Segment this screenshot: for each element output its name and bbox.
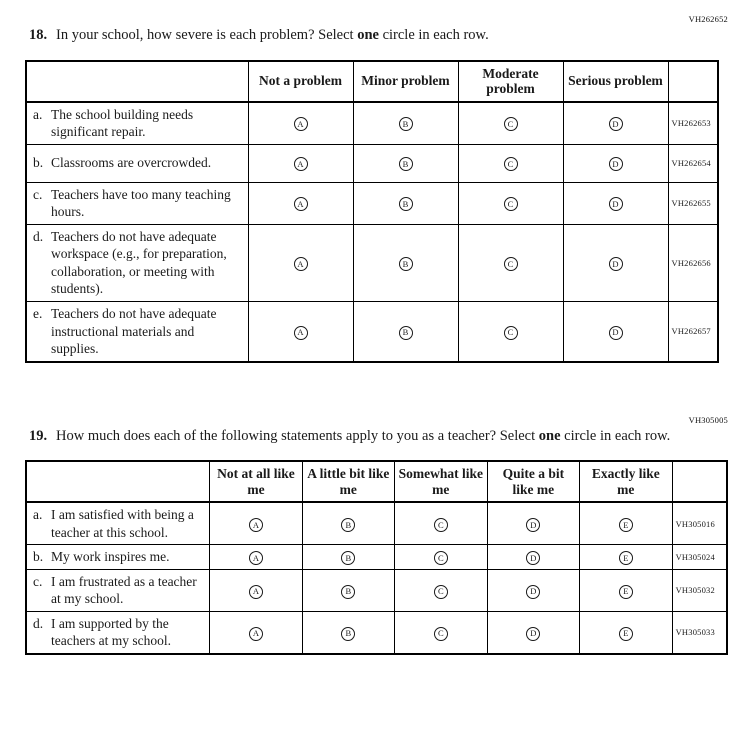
bubble-letter: D <box>612 159 619 170</box>
table-row <box>26 545 727 570</box>
answer-bubble[interactable] <box>399 157 413 171</box>
header-row <box>26 461 727 502</box>
bubble-letter: C <box>437 628 444 639</box>
question-prompt <box>29 26 728 46</box>
question-19 <box>25 415 728 655</box>
row-letter: d. <box>33 228 44 244</box>
row-text: The school building needs significant repair. <box>51 106 194 140</box>
answer-cell <box>302 611 394 654</box>
answer-cell <box>487 502 579 545</box>
row-text: Teachers have too many teaching hours. <box>51 186 231 220</box>
code-header-empty <box>672 461 727 502</box>
row-stem <box>26 569 210 611</box>
bubble-letter: A <box>297 199 304 210</box>
answer-cell <box>580 545 673 570</box>
row-code: VH305024 <box>672 545 727 570</box>
column-header: Moderate problem <box>458 61 563 102</box>
answer-cell <box>563 301 668 361</box>
bubble-letter: B <box>345 553 352 564</box>
column-header: Serious problem <box>563 61 668 102</box>
row-stem <box>26 182 248 224</box>
bubble-letter: A <box>252 519 260 530</box>
answer-bubble[interactable] <box>434 627 448 641</box>
answer-cell <box>302 545 394 570</box>
row-letter: c. <box>33 186 43 202</box>
answer-bubble[interactable] <box>294 197 308 211</box>
row-stem <box>26 102 248 145</box>
prompt-suffix: circle in each row. <box>560 427 671 444</box>
answer-bubble[interactable] <box>294 157 308 171</box>
bubble-letter: B <box>402 258 409 269</box>
answer-cell <box>210 569 302 611</box>
answer-cell <box>394 502 487 545</box>
row-text: I am supported by the teachers at my school. <box>51 615 171 649</box>
bubble-letter: C <box>437 519 444 530</box>
bubble-letter: D <box>530 519 537 530</box>
q18-table <box>25 60 719 363</box>
answer-cell <box>353 182 458 224</box>
answer-cell <box>394 569 487 611</box>
bubble-letter: C <box>507 258 514 269</box>
answer-bubble[interactable] <box>249 518 263 532</box>
answer-cell <box>353 102 458 145</box>
bubble-letter: D <box>612 199 619 210</box>
answer-cell <box>563 224 668 301</box>
answer-cell <box>353 301 458 361</box>
answer-cell <box>487 545 579 570</box>
answer-cell <box>248 301 353 361</box>
bubble-letter: B <box>345 586 352 597</box>
row-letter: a. <box>33 106 43 122</box>
answer-bubble[interactable] <box>504 197 518 211</box>
table-row <box>26 102 718 145</box>
answer-cell <box>563 182 668 224</box>
question-number: 19. <box>29 427 48 444</box>
bubble-letter: D <box>530 628 537 639</box>
row-code: VH262653 <box>668 102 718 145</box>
answer-bubble[interactable] <box>609 157 623 171</box>
column-header: Minor problem <box>353 61 458 102</box>
bubble-letter: C <box>437 586 444 597</box>
bubble-letter: B <box>402 199 409 210</box>
answer-bubble[interactable] <box>294 117 308 131</box>
row-letter: c. <box>33 573 43 589</box>
answer-cell <box>580 569 673 611</box>
bubble-letter: A <box>252 628 260 639</box>
bubble-letter: B <box>402 119 409 130</box>
table-row <box>26 224 718 301</box>
answer-bubble[interactable] <box>504 257 518 271</box>
row-text: My work inspires me. <box>51 549 170 565</box>
answer-cell <box>458 224 563 301</box>
bubble-letter: D <box>612 119 619 130</box>
answer-bubble[interactable] <box>619 551 633 565</box>
row-code: VH305033 <box>672 611 727 654</box>
row-stem <box>26 224 248 301</box>
code-header-empty <box>668 61 718 102</box>
bubble-letter: D <box>612 258 619 269</box>
bubble-letter: B <box>402 159 409 170</box>
answer-bubble[interactable] <box>249 551 263 565</box>
answer-cell <box>210 611 302 654</box>
prompt-prefix: In your school, how severe is each problem? Select <box>56 27 358 43</box>
answer-bubble[interactable] <box>341 518 355 532</box>
form-code: VH262652 <box>688 14 728 24</box>
column-header: Somewhat like me <box>394 461 487 502</box>
answer-bubble[interactable] <box>609 257 623 271</box>
question-number: 18. <box>29 27 48 43</box>
row-stem <box>26 301 248 361</box>
answer-bubble[interactable] <box>399 117 413 131</box>
row-text: I am frustrated as a teacher at my school. <box>51 573 197 607</box>
row-code: VH305016 <box>672 502 727 545</box>
answer-bubble[interactable] <box>619 585 633 599</box>
bubble-letter: A <box>297 327 304 338</box>
answer-cell <box>458 102 563 145</box>
answer-bubble[interactable] <box>504 157 518 171</box>
question-18 <box>25 14 728 363</box>
answer-bubble[interactable] <box>504 326 518 340</box>
bubble-letter: C <box>507 119 514 130</box>
row-stem <box>26 545 210 570</box>
row-code: VH262655 <box>668 182 718 224</box>
bubble-letter: D <box>530 553 537 564</box>
table-row <box>26 182 718 224</box>
row-text: Teachers do not have adequate workspace (e.g., for preparation, collaboration, or meeting with students). <box>51 228 227 297</box>
answer-cell <box>580 502 673 545</box>
answer-bubble[interactable] <box>294 326 308 340</box>
bubble-letter: B <box>345 628 352 639</box>
prompt-bold-word: one <box>538 427 561 444</box>
answer-cell <box>563 102 668 145</box>
answer-bubble[interactable] <box>434 585 448 599</box>
answer-bubble[interactable] <box>619 627 633 641</box>
stem-header-empty <box>26 61 248 102</box>
bubble-letter: D <box>612 327 619 338</box>
answer-bubble[interactable] <box>294 257 308 271</box>
answer-cell <box>353 144 458 182</box>
answer-bubble[interactable] <box>249 585 263 599</box>
answer-cell <box>248 144 353 182</box>
answer-cell <box>302 502 394 545</box>
row-code: VH262654 <box>668 144 718 182</box>
answer-bubble[interactable] <box>619 518 633 532</box>
bubble-letter: C <box>437 553 444 564</box>
column-header: Exactly like me <box>580 461 673 502</box>
form-code: VH305005 <box>688 414 728 425</box>
row-code: VH262656 <box>668 224 718 301</box>
answer-bubble[interactable] <box>526 551 540 565</box>
bubble-letter: A <box>252 553 260 564</box>
answer-bubble[interactable] <box>399 326 413 340</box>
table-row <box>26 301 718 361</box>
row-text: Teachers do not have adequate instructional materials and supplies. <box>51 305 217 357</box>
header-row <box>26 61 718 102</box>
answer-cell <box>210 545 302 570</box>
bubble-letter: B <box>402 327 409 338</box>
row-stem <box>26 502 210 545</box>
table-row <box>26 144 718 182</box>
row-letter: b. <box>33 155 44 171</box>
answer-cell <box>248 224 353 301</box>
bubble-letter: C <box>507 199 514 210</box>
question-text <box>56 26 489 46</box>
answer-cell <box>394 611 487 654</box>
answer-bubble[interactable] <box>341 585 355 599</box>
bubble-letter: C <box>507 159 514 170</box>
answer-bubble[interactable] <box>526 585 540 599</box>
answer-cell <box>458 182 563 224</box>
row-text: Classrooms are overcrowded. <box>51 155 212 171</box>
column-header: Not at all like me <box>210 461 302 502</box>
bubble-letter: E <box>623 628 629 639</box>
prompt-bold-word: one <box>357 27 379 43</box>
answer-bubble[interactable] <box>434 518 448 532</box>
prompt-suffix: circle in each row. <box>378 27 489 43</box>
answer-bubble[interactable] <box>526 627 540 641</box>
bubble-letter: B <box>345 519 352 530</box>
bubble-letter: D <box>530 586 537 597</box>
row-letter: b. <box>33 549 44 565</box>
bubble-letter: A <box>252 586 260 597</box>
answer-cell <box>248 182 353 224</box>
answer-cell <box>394 545 487 570</box>
answer-bubble[interactable] <box>341 627 355 641</box>
stem-header-empty <box>26 461 210 502</box>
bubble-letter: A <box>297 119 304 130</box>
answer-bubble[interactable] <box>609 197 623 211</box>
answer-cell <box>458 144 563 182</box>
row-text: I am satisfied with being a teacher at this school. <box>51 507 194 540</box>
q19-table <box>25 460 728 655</box>
table-row <box>26 569 727 611</box>
question-prompt <box>29 427 728 447</box>
answer-bubble[interactable] <box>434 551 448 565</box>
row-stem <box>26 144 248 182</box>
answer-bubble[interactable] <box>399 197 413 211</box>
table-row <box>26 502 727 545</box>
prompt-prefix: How much does each of the following statements apply to you as a teacher? Select <box>56 427 539 444</box>
answer-cell <box>580 611 673 654</box>
answer-cell <box>487 611 579 654</box>
column-header: Quite a bit like me <box>487 461 579 502</box>
answer-cell <box>563 144 668 182</box>
answer-bubble[interactable] <box>341 551 355 565</box>
bubble-letter: A <box>297 159 304 170</box>
answer-cell <box>248 102 353 145</box>
row-stem <box>26 611 210 654</box>
answer-cell <box>302 569 394 611</box>
answer-bubble[interactable] <box>249 627 263 641</box>
answer-cell <box>353 224 458 301</box>
question-text <box>56 427 670 447</box>
row-letter: d. <box>33 615 44 631</box>
column-header: A little bit like me <box>302 461 394 502</box>
answer-cell <box>487 569 579 611</box>
answer-bubble[interactable] <box>609 117 623 131</box>
row-code: VH305032 <box>672 569 727 611</box>
row-code: VH262657 <box>668 301 718 361</box>
answer-cell <box>210 502 302 545</box>
row-letter: e. <box>33 305 43 321</box>
bubble-letter: C <box>507 327 514 338</box>
answer-bubble[interactable] <box>399 257 413 271</box>
bubble-letter: E <box>623 553 629 564</box>
answer-bubble[interactable] <box>526 518 540 532</box>
bubble-letter: E <box>623 586 629 597</box>
answer-bubble[interactable] <box>504 117 518 131</box>
answer-cell <box>458 301 563 361</box>
answer-bubble[interactable] <box>609 326 623 340</box>
table-row <box>26 611 727 654</box>
row-letter: a. <box>33 507 43 523</box>
column-header: Not a problem <box>248 61 353 102</box>
bubble-letter: E <box>623 519 629 530</box>
bubble-letter: A <box>297 258 304 269</box>
